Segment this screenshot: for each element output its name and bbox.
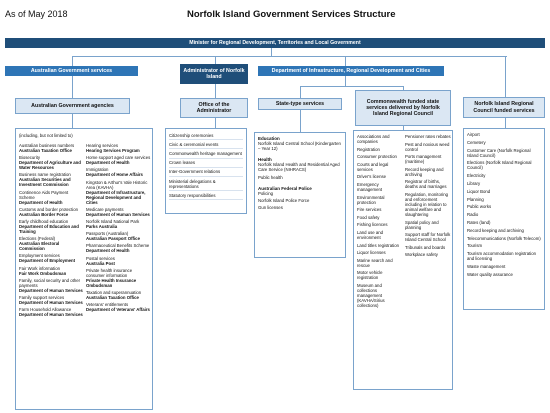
agency-name: Australian Taxation Office bbox=[86, 294, 139, 300]
commonwealth-item: Registration bbox=[357, 146, 380, 152]
agency-service: Employment services bbox=[19, 253, 60, 259]
agency-name: Australian Border Force bbox=[19, 211, 69, 217]
agency-service: Home support aged care services bbox=[86, 155, 151, 161]
commonwealth-column-left bbox=[357, 134, 403, 311]
connector-line bbox=[72, 56, 507, 57]
commonwealth-item: Registrar of births, deaths and marriages bbox=[405, 179, 447, 190]
commonwealth-item: Land titles registration bbox=[357, 242, 400, 248]
agency-service: Norfolk Island National Park bbox=[86, 218, 140, 224]
commonwealth-item: Food safety bbox=[357, 214, 380, 220]
agency-service: Biosecurity bbox=[19, 155, 41, 161]
commonwealth-item: Museum and collections management (KAVHA/Sirius collections) bbox=[357, 282, 385, 308]
commonwealth-item: Pest and noxious weed control bbox=[405, 141, 450, 152]
admin-item: Crown leases bbox=[169, 159, 243, 168]
admin-list-box bbox=[165, 128, 247, 214]
agency-name: Australian Passport Office bbox=[86, 236, 140, 242]
admin-item: Civic & ceremonial events bbox=[169, 140, 243, 149]
agency-entry bbox=[86, 243, 152, 255]
commonwealth-item: Emergency management bbox=[357, 181, 383, 192]
agency-name: Department of Human Services bbox=[86, 211, 150, 217]
commonwealth-item: Ports management (maritime) bbox=[405, 154, 442, 165]
agency-service: Customs and border protection bbox=[19, 206, 78, 212]
agency-service: Family support services bbox=[19, 294, 65, 300]
agency-name: Department of Home Affairs bbox=[86, 172, 143, 178]
commonwealth-item: Driver's license bbox=[357, 174, 386, 180]
agency-entry bbox=[19, 155, 83, 172]
connector-line bbox=[300, 110, 301, 132]
council-item: Radio bbox=[467, 212, 479, 218]
agency-name: Department of Human Services bbox=[19, 312, 83, 318]
agency-name: Department of Infrastructure, Regional Development and Cities bbox=[86, 189, 146, 205]
agency-entry bbox=[86, 302, 152, 314]
connector-line bbox=[300, 86, 404, 87]
branch-administrator: Administrator of Norfolk Island bbox=[180, 64, 248, 84]
commonwealth-item: Land use and environment bbox=[357, 229, 384, 240]
connector-line bbox=[345, 56, 346, 66]
council-item: Library bbox=[467, 180, 481, 186]
connector-line bbox=[72, 76, 73, 98]
agency-entry bbox=[86, 180, 152, 207]
agency-name: Department of Education and Training bbox=[19, 223, 79, 234]
commonwealth-column-right bbox=[405, 134, 452, 260]
state-type-content bbox=[255, 133, 345, 215]
agency-service: Business name registration bbox=[19, 172, 71, 178]
commonwealth-item: Pensioner rates rebates bbox=[405, 134, 451, 139]
agency-name: Department of Human Services bbox=[19, 299, 83, 305]
council-list-box bbox=[463, 128, 545, 310]
council-item: Waste management bbox=[467, 263, 506, 269]
page-title: Norfolk Island Government Services Structure bbox=[187, 9, 396, 20]
agency-service: Elections (Federal) bbox=[19, 236, 56, 242]
council-item: Cemetery bbox=[467, 139, 486, 145]
agency-service: Australian business numbers bbox=[19, 143, 75, 148]
branch-australian-services: Australian Government services bbox=[5, 66, 138, 76]
agencies-list-box bbox=[15, 128, 153, 410]
agency-service: Immigration bbox=[86, 167, 109, 173]
commonwealth-item: Regulation, monitoring and enforcement including in relation to animal welfare and slaughtering bbox=[405, 191, 448, 217]
agency-entry bbox=[19, 172, 83, 189]
council-item: Rates (land) bbox=[467, 219, 491, 225]
commonwealth-item: Motor vehicle registration bbox=[357, 270, 383, 281]
sub-council-funded: Norfolk Island Regional Council funded services bbox=[463, 97, 545, 118]
commonwealth-item: Environmental protection bbox=[357, 194, 385, 205]
agency-service: Family, social security and other payments bbox=[19, 277, 81, 288]
agency-entry bbox=[86, 155, 152, 167]
commonwealth-item: Fire services bbox=[357, 207, 382, 213]
agency-entry bbox=[19, 207, 83, 219]
connector-line bbox=[215, 84, 216, 98]
connector-line bbox=[215, 118, 216, 128]
agency-entry bbox=[19, 236, 83, 253]
agency-name: Department of Health bbox=[86, 248, 130, 254]
council-item: Planning bbox=[467, 196, 484, 202]
council-item: Electricity bbox=[467, 173, 486, 179]
agency-entry bbox=[19, 278, 83, 295]
agency-name: Department of Employment bbox=[19, 258, 76, 264]
council-item: Tourism bbox=[467, 243, 483, 249]
agency-service: Early childhood education bbox=[19, 218, 69, 224]
commonwealth-item: Record keeping and archiving bbox=[405, 166, 444, 177]
council-item: Public works bbox=[467, 204, 492, 210]
agency-name: Department of Agriculture and Water Resources bbox=[19, 160, 81, 171]
agency-service: Pharmaceutical Benefits Scheme bbox=[86, 243, 150, 249]
agency-name: Australia Post bbox=[86, 260, 115, 266]
minister-bar: Minister for Regional Development, Territories and Local Government bbox=[5, 38, 545, 48]
agency-entry bbox=[86, 290, 152, 302]
agency-name: Department of Veterans' Affairs bbox=[86, 307, 150, 313]
agency-service: Continence Aids Payment Scheme bbox=[19, 189, 69, 200]
agency-name: Fair Work Ombudsman bbox=[19, 270, 67, 276]
agency-service: Hearing services bbox=[86, 143, 119, 148]
commonwealth-item: Liquor licenses bbox=[357, 250, 386, 256]
agency-entry bbox=[19, 219, 83, 236]
state-type-box bbox=[254, 132, 346, 258]
admin-list bbox=[166, 129, 246, 202]
connector-line bbox=[215, 56, 216, 64]
connector-line bbox=[72, 114, 73, 128]
agency-entry bbox=[86, 256, 152, 268]
agency-service: Veterans' entitlements bbox=[86, 302, 129, 308]
agency-service: Postal services bbox=[86, 255, 115, 261]
agency-service: Private health insurance consumer information bbox=[86, 267, 133, 278]
police-item: Gun licenses bbox=[258, 205, 283, 211]
agency-service: Kingston & Arthur's Vale Historic Area (KAVHA) bbox=[86, 179, 148, 190]
agency-entry bbox=[86, 143, 152, 155]
commonwealth-item: Marine search and rescue bbox=[357, 257, 393, 268]
agency-entry bbox=[86, 231, 152, 243]
commonwealth-item: Workplace safety bbox=[405, 252, 438, 258]
agency-service: Fair Work information bbox=[19, 265, 60, 271]
agency-name: Australian Electoral Commission bbox=[19, 241, 60, 252]
police-heading: Australian Federal Police bbox=[258, 185, 312, 191]
agencies-intro: (including, but not limited to) bbox=[19, 133, 73, 138]
agency-name: Parks Australia bbox=[86, 223, 118, 229]
connector-line bbox=[72, 56, 73, 66]
agency-name: Department of Human Services bbox=[19, 287, 83, 293]
sub-office-administrator: Office of the Administrator bbox=[180, 98, 248, 118]
council-item: Water quality assurance bbox=[467, 271, 513, 277]
agency-service: Passports (Australian) bbox=[86, 231, 129, 237]
council-item: Record keeping and archiving bbox=[467, 227, 524, 233]
admin-item: Citizenship ceremonies bbox=[169, 131, 243, 140]
education-heading: Education bbox=[258, 136, 280, 141]
connector-line bbox=[300, 86, 301, 98]
education-item: Norfolk Island Central School (Kindergarten – Year 12) bbox=[258, 141, 341, 152]
agency-name: Private Health Insurance Ombudsman bbox=[86, 277, 137, 288]
sub-australian-agencies: Australian Government agencies bbox=[15, 98, 130, 114]
admin-item: Ministerial delegations & representations bbox=[169, 177, 243, 191]
agency-entry bbox=[19, 190, 83, 207]
agency-name: Australian Securities and Investment Commission bbox=[19, 177, 71, 188]
health-item: Public health bbox=[258, 174, 283, 180]
agency-service: Farm Household Allowance bbox=[19, 307, 72, 313]
agency-entry bbox=[86, 268, 152, 290]
connector-line bbox=[345, 76, 346, 86]
agency-name: Department of Health bbox=[19, 199, 63, 205]
council-item: Airport bbox=[467, 132, 480, 137]
agency-name: Australian Taxation Office bbox=[19, 148, 72, 153]
agency-name: Hearing Services Program bbox=[86, 148, 140, 153]
agency-entry bbox=[19, 295, 83, 307]
sub-state-type-services: State-type services bbox=[258, 98, 342, 110]
police-item: Policing bbox=[258, 190, 274, 196]
connector-line bbox=[505, 118, 506, 128]
connector-line bbox=[271, 48, 272, 56]
agency-name: Department of Health bbox=[86, 160, 130, 166]
council-list bbox=[464, 129, 544, 283]
admin-item: Commonwealth heritage management bbox=[169, 149, 243, 158]
council-item: Elections (Norfolk Island Regional Council) bbox=[467, 160, 532, 171]
commonwealth-item: Courts and legal services bbox=[357, 161, 389, 172]
commonwealth-item: Support staff for Norfolk Island Central School bbox=[405, 232, 451, 243]
commonwealth-list-box bbox=[353, 130, 453, 390]
agency-entry bbox=[19, 253, 83, 265]
commonwealth-item: Spatial policy and planning bbox=[405, 219, 439, 230]
commonwealth-item: Tribunals and boards bbox=[405, 244, 446, 250]
agency-service: Taxation and superannuation bbox=[86, 289, 142, 295]
agency-entry bbox=[86, 207, 152, 219]
branch-infrastructure: Department of Infrastructure, Regional Development and Cities bbox=[258, 66, 444, 76]
sub-commonwealth-funded: Commonwealth funded state services delivered by Norfolk Island Regional Council bbox=[355, 90, 451, 126]
agency-entry bbox=[86, 219, 152, 231]
admin-item: Inter-Government relations bbox=[169, 168, 243, 177]
agency-entry bbox=[86, 167, 152, 179]
admin-item: Statutory responsibilities bbox=[169, 191, 243, 200]
commonwealth-item: Consumer protection bbox=[357, 154, 397, 160]
agency-entry bbox=[19, 307, 83, 319]
council-item: Liquor Bond bbox=[467, 188, 491, 194]
council-item: Telecommunications (Norfolk Telecom) bbox=[467, 235, 541, 241]
agency-entry bbox=[19, 143, 83, 155]
police-item: Norfolk Island Police Force bbox=[258, 197, 310, 203]
health-heading: Health bbox=[258, 157, 272, 163]
council-item: Tourism accommodation registration and licensing bbox=[467, 251, 537, 262]
agencies-column-left bbox=[19, 143, 83, 319]
agencies-column-right bbox=[86, 143, 152, 314]
connector-line bbox=[505, 56, 506, 97]
date-label: As of May 2018 bbox=[5, 9, 68, 19]
commonwealth-item: Associations and companies bbox=[357, 134, 390, 144]
council-item: Customer Care (Norfolk Regional Island Council) bbox=[467, 147, 531, 158]
commonwealth-item: Fishing licences bbox=[357, 222, 388, 228]
agency-entry bbox=[19, 266, 83, 278]
health-item: Norfolk Island Health and Residential Aged Care Service (NIHRACS) bbox=[258, 162, 340, 173]
agency-service: Medicare payments bbox=[86, 206, 124, 212]
